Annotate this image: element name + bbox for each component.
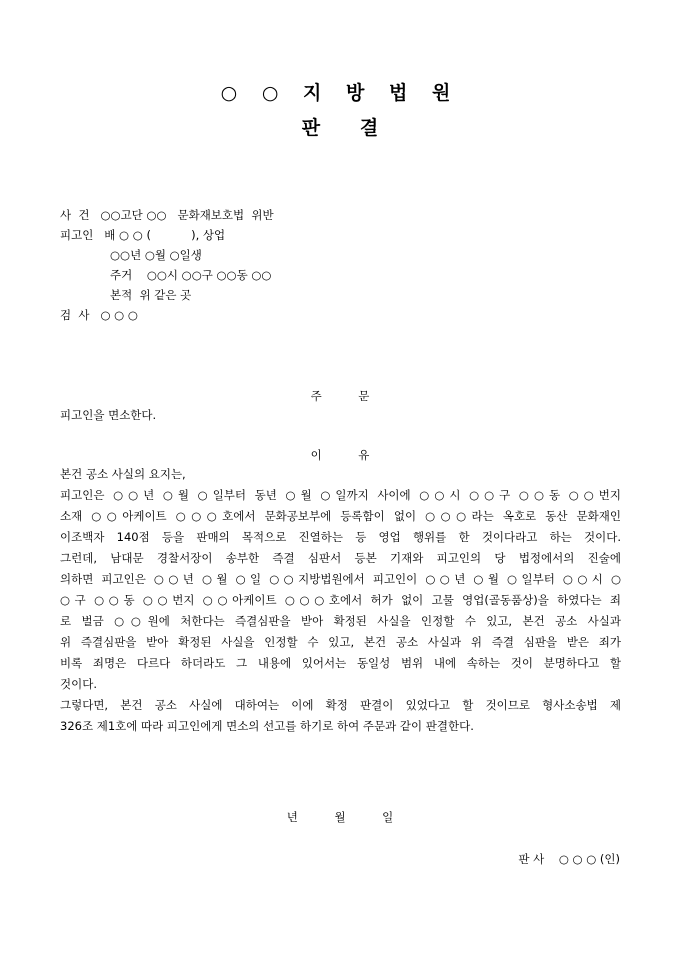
address-line: 주거 ○○시 ○○구 ○○동 ○○ [110, 268, 272, 282]
reason-line: 본건 공소 사실의 요지는, [60, 467, 186, 481]
prosecutor-line: 검 사 ○ ○ ○ [60, 308, 138, 322]
document-title: 판 결 [301, 117, 379, 139]
defendant-line: 피고인 배 ○ ○ ( ), 상업 [60, 228, 226, 242]
reason-line: 소재 ○○아케이트 ○○○호에서 문화공보부에 등록함이 없이 ○○○라는 옥호로 동산 문화재인 [60, 509, 621, 523]
reason-heading: 이 유 [310, 448, 370, 462]
reason-line: 비록 죄명은 다르다 하더라도 그 내용에 있어서는 동일성 범위 내에 속하는 것이 분명하다고 할 [60, 656, 621, 670]
reason-line: 것이다. [60, 677, 97, 691]
reason-line: 피고인은 ○○년 ○월 ○일부터 동년 ○월 ○일까지 사이에 ○○시 ○○구 ○○동 ○○번지 [60, 488, 621, 502]
reason-line: 의하면 피고인은 ○○년 ○월 ○일 ○○지방법원에서 피고인이 ○○년 ○월 ○일부터 ○○시 ○ [60, 572, 621, 586]
reason-line: ○구 ○○동 ○○번지 ○○아케이트 ○○○호에서 허가 없이 고물 영업(골동품상)을 하였다는 죄 [60, 593, 621, 607]
order-heading: 주 문 [310, 389, 370, 403]
date-line: 년 월 일 [286, 810, 394, 824]
reason-line: 그렇다면, 본건 공소 사실에 대하여는 이에 확정 판결이 있었다고 할 것이므로 형사소송법 제 [60, 698, 621, 712]
order-text: 피고인을 면소한다. [60, 408, 157, 422]
reason-line: 로 벌금 ○○원에 처한다는 즉결심판을 받아 확정된 사실을 인정할 수 있고, 본건 공소 사실과 [60, 614, 621, 628]
reason-line: 이조백자 140점 등을 판매의 목적으로 진열하는 등 영업 행위를 한 것이다라고 하는 것이다. [60, 530, 621, 544]
reason-line: 326조 제1호에 따라 피고인에게 면소의 선고를 하기로 하여 주문과 같이 판결한다. [60, 719, 474, 733]
birth-line: ○○년 ○월 ○일생 [110, 248, 202, 262]
case-line: 사 건 ○○고단 ○○ 문화재보호법 위반 [60, 208, 274, 222]
judge-signature-line: 판 사 ○ ○ ○ (인) [518, 852, 620, 866]
reason-line: 위 즉결심판을 받아 확정된 사실을 인정할 수 있고, 본건 공소 사실과 위 즉결 심판을 받은 죄가 [60, 635, 621, 649]
registered-domicile-line: 본적 위 같은 곳 [110, 288, 192, 302]
court-name: ○ ○ 지 방 법 원 [220, 82, 460, 104]
reason-line: 그런데, 남대문 경찰서장이 송부한 즉결 심판서 등본 기재와 피고인의 당 법정에서의 진술에 [60, 551, 621, 565]
